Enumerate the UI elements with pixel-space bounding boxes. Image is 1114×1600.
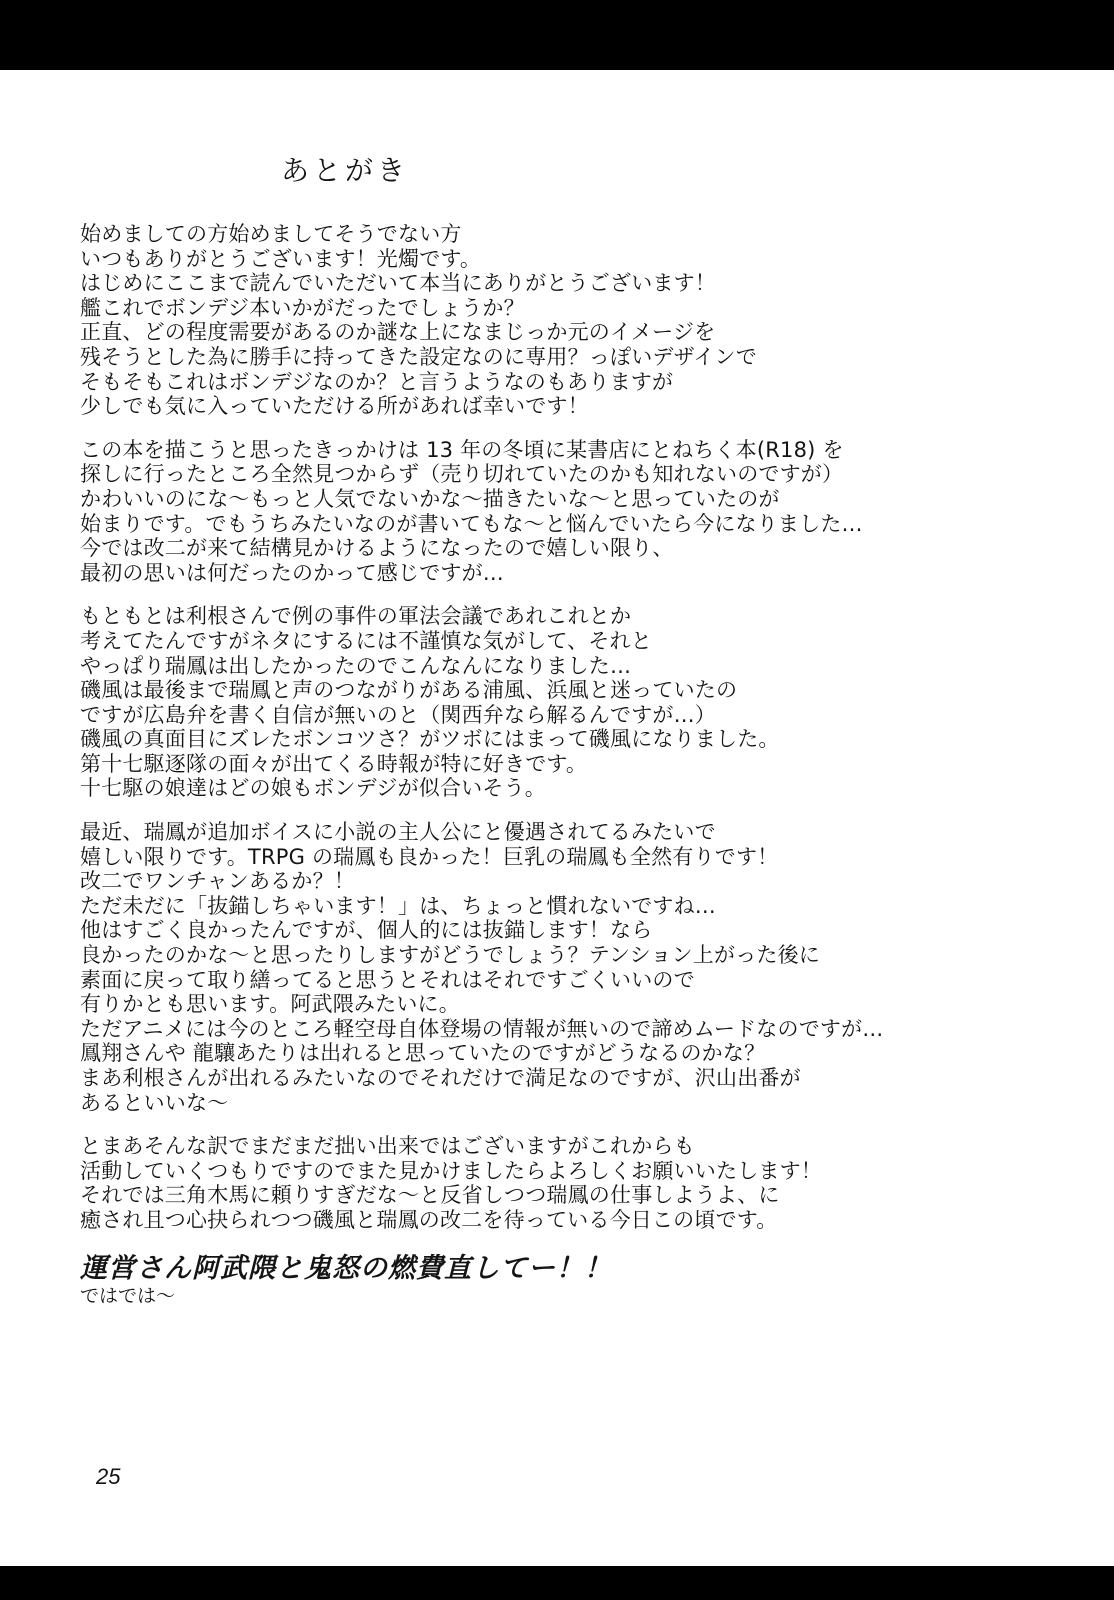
- text-line: ただアニメには今のところ軽空母自体登場の情報が無いので諦めムードなのですが…: [80, 1016, 884, 1041]
- text-line: まあ利根さんが出れるみたいなのでそれだけで満足なのですが、沢山出番が: [80, 1066, 801, 1090]
- text-line: 最初の思いは何だったのかって感じですが…: [80, 560, 504, 585]
- text-line: 今では改二が来て結構見かけるようになったので嬉しい限り、: [80, 536, 674, 561]
- text-line: 探しに行ったところ全然見つからず（売り切れていたのかも知れないのですが）: [80, 462, 844, 487]
- text-line: 残そうとした為に勝手に持ってきた設定なのに専用？っぽいデザインで: [80, 344, 757, 369]
- text-line: 十七駆の娘達はどの娘もボンデジが似合いそう。: [80, 776, 546, 801]
- text-line: 始めましての方始めましてそうでない方: [80, 222, 462, 246]
- text-line: 活動していくつもりですのでまた見かけましたらよろしくお願いいたします！: [80, 1158, 822, 1183]
- text-line: 素面に戻って取り繕ってると思うとそれはそれですごくいいので: [80, 967, 695, 992]
- sign-off: ではでは～: [80, 1285, 176, 1307]
- closing-bold-line: 運営さん阿武隈と鬼怒の燃費直してー！！: [80, 1253, 612, 1284]
- text-line: それでは三角木馬に頼りすぎだな～と反省しつつ瑞鳳の仕事しようよ、に: [80, 1183, 780, 1208]
- paragraph: [80, 438, 1040, 586]
- paragraph: [80, 1134, 1040, 1232]
- text-line: 他はすごく良かったんですが、個人的には抜錨します！なら: [80, 918, 653, 943]
- text-line: この本を描こうと思ったきっかけは 13 年の冬頃に某書店にとねちく本(R18) を: [80, 437, 844, 462]
- text-line: 良かったのかな～と思ったりしますがどうでしょう？テンション上がった後に: [80, 943, 821, 968]
- text-line: そもそもこれはボンデジなのか？と言うようなのもありますが: [80, 369, 674, 394]
- text-line: 磯風は最後まで瑞鳳と声のつながりがある浦風、浜風と迷っていたの: [80, 678, 738, 703]
- text-line: やっぱり瑞鳳は出したかったのでこんなんになりました…: [80, 653, 632, 678]
- afterword-page: [0, 70, 1114, 1566]
- bottom-black-border: [0, 1566, 1114, 1600]
- text-line: とまあそんな訳でまだまだ拙い出来ではございますがこれからも: [80, 1134, 695, 1159]
- text-line: 嬉しい限りです。TRPG の瑞鳳も良かった！巨乳の瑞鳳も全然有りです！: [80, 844, 779, 869]
- text-line: 第十七駆逐隊の面々が出てくる時報が特に好きです。: [80, 751, 588, 776]
- afterword-body: [80, 222, 1040, 1252]
- text-line: 磯風の真面目にズレたボンコツさ？がツボにはまって磯風になりました。: [80, 727, 780, 752]
- text-line: ただ未だに「抜錨しちゃいます！」は、ちょっと慣れないですね…: [80, 893, 716, 918]
- text-line: 改二でワンチャンあるか？！: [80, 869, 355, 894]
- text-line: もともとは利根さんで例の事件の軍法会議であれこれとか: [80, 604, 632, 629]
- text-line: 正直、どの程度需要があるのか謎な上になまじっか元のイメージを: [80, 320, 716, 345]
- top-black-border: [0, 0, 1114, 70]
- text-line: 癒され且つ心抉られつつ磯風と瑞鳳の改二を待っている今日この頃です。: [80, 1207, 778, 1232]
- text-line: ですが広島弁を書く自信が無いのと（関西弁なら解るんですが…）: [80, 702, 716, 727]
- paragraph: [80, 820, 1040, 1115]
- text-line: いつもありがとうございます！光燭です。: [80, 246, 482, 271]
- text-line: あるといいな～: [80, 1090, 229, 1115]
- text-line: 鳳翔さんや 龍驤あたりは出れると思っていたのですがどうなるのかな？: [80, 1041, 766, 1066]
- closing-section: [80, 1253, 612, 1307]
- text-line: かわいいのにな～もっと人気でないかな～描きたいな～と思っていたのが: [80, 486, 780, 511]
- paragraph: [80, 604, 1040, 801]
- paragraph: [80, 222, 1040, 419]
- page-title: あとがき: [281, 154, 410, 187]
- text-line: 有りかとも思います。阿武隈みたいに。: [80, 992, 460, 1017]
- text-line: はじめにここまで読んでいただいて本当にありがとうございます！: [80, 271, 716, 296]
- text-line: 考えてたんですがネタにするには不謹慎な気がして、それと: [80, 628, 652, 653]
- text-line: 始まりです。でもうちみたいなのが書いてもな～と悩んでいたら今になりました…: [80, 511, 863, 536]
- text-line: 少しでも気に入っていただける所があれば幸いです！: [80, 394, 589, 419]
- page-number: 25: [96, 1464, 121, 1489]
- text-line: 最近、瑞鳳が追加ボイスに小説の主人公にと優遇されてるみたいで: [80, 820, 716, 845]
- text-line: 艦これでボンデジ本いかがだったでしょうか？: [80, 295, 525, 320]
